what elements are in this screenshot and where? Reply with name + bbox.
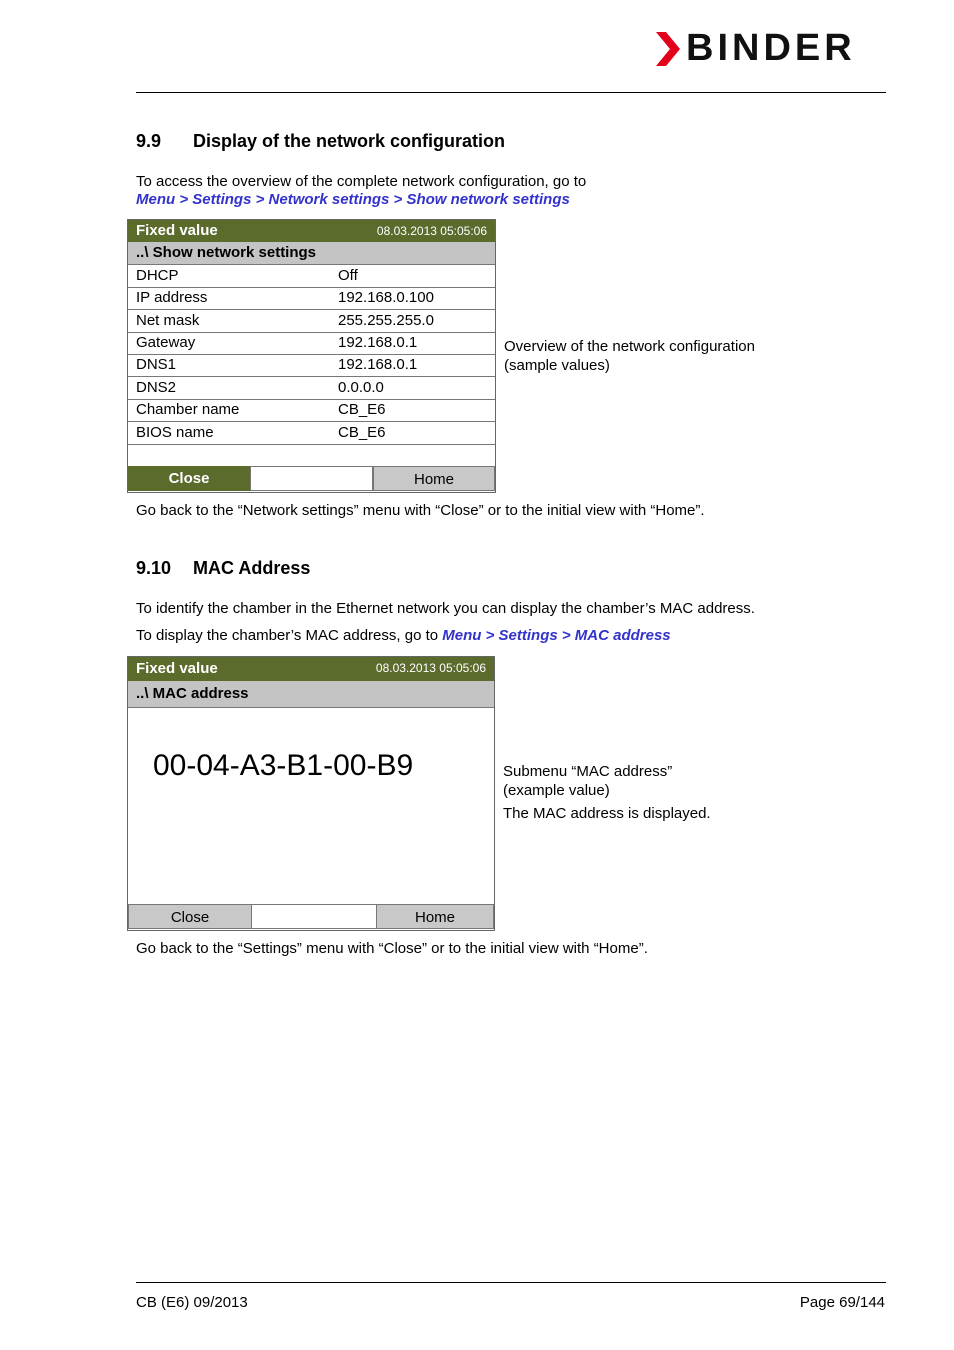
intro-text: To access the overview of the complete network configuration, go to [136, 173, 587, 190]
side-note-line: The MAC address is displayed. [503, 805, 711, 822]
section-heading-9-10 [136, 558, 310, 579]
section-title: MAC Address [193, 558, 311, 578]
close-button[interactable]: Close [128, 904, 252, 929]
section-number: 9.9 [136, 131, 162, 151]
brand-name: BINDER [686, 27, 856, 69]
row-value: 255.255.255.0 [338, 312, 434, 329]
panel-datetime: 08.03.2013 05:05:06 [375, 661, 486, 675]
panel-datetime: 08.03.2013 05:05:06 [376, 224, 487, 238]
section2-para2 [136, 627, 671, 645]
section2-footer-text: Go back to the “Settings” menu with “Close” or to the initial view with “Home”. [136, 940, 648, 957]
panel-title-bar [128, 220, 495, 242]
panel-subtitle: ..\ Show network settings [136, 244, 317, 261]
row-key: DNS2 [136, 379, 177, 396]
footer-page-number: Page 69/144 [799, 1294, 885, 1311]
section1-footer-text: Go back to the “Network settings” menu with “Close” or to the initial view with “Home”. [136, 502, 705, 519]
side-note-line: (example value) [503, 782, 610, 799]
binder-logo [654, 27, 886, 69]
row-key: DNS1 [136, 356, 177, 373]
side-note-line: (sample values) [504, 357, 610, 374]
table-row [128, 399, 495, 422]
row-value: 0.0.0.0 [338, 379, 384, 396]
mac-address-value: 00-04-A3-B1-00-B9 [153, 749, 414, 782]
footer-doc-id: CB (E6) 09/2013 [136, 1294, 248, 1311]
row-key: IP address [136, 289, 208, 306]
row-key: Gateway [136, 334, 196, 351]
row-key: Net mask [136, 312, 200, 329]
side-note-line: Overview of the network configuration [504, 338, 755, 355]
para2-text: To display the chamber’s MAC address, go to [136, 627, 443, 644]
table-row [128, 287, 495, 310]
row-value: CB_E6 [338, 424, 386, 441]
footer-rule [136, 1282, 886, 1283]
section2-side-note [503, 762, 711, 823]
blank-button [250, 466, 373, 491]
table-row [128, 354, 495, 377]
section1-intro [136, 173, 586, 209]
table-row [128, 310, 495, 333]
row-key: BIOS name [136, 424, 214, 441]
home-button[interactable]: Home [373, 466, 495, 491]
panel-subtitle: ..\ MAC address [136, 685, 249, 702]
home-button[interactable]: Home [376, 904, 494, 929]
row-key: Chamber name [136, 401, 240, 418]
row-value: Off [338, 267, 358, 284]
section-heading-9-9 [136, 131, 505, 152]
mac-address-panel [127, 656, 495, 931]
network-settings-panel [127, 219, 496, 493]
section1-side-note [504, 337, 755, 375]
table-row [128, 422, 495, 445]
panel-title: Fixed value [136, 222, 218, 239]
menu-path-link[interactable]: Menu > Settings > Network settings > Show network settings [136, 191, 570, 208]
table-row [128, 332, 495, 355]
panel-title-bar [128, 657, 494, 681]
section-number: 9.10 [136, 558, 172, 578]
section2-para1: To identify the chamber in the Ethernet network you can display the chamber’s MAC address. [136, 600, 755, 617]
row-value: 192.168.0.1 [338, 334, 418, 351]
header-rule [136, 92, 886, 93]
logo-arrow-icon [654, 30, 682, 68]
close-button[interactable]: Close [128, 466, 250, 491]
row-value: 192.168.0.100 [338, 289, 434, 306]
panel-title: Fixed value [136, 660, 218, 677]
row-value: 192.168.0.1 [338, 356, 418, 373]
section-title: Display of the network configuration [193, 131, 506, 151]
side-note-line: Submenu “MAC address” [503, 763, 673, 780]
table-row [128, 265, 495, 288]
row-key: DHCP [136, 267, 179, 284]
panel-subtitle-bar [128, 242, 495, 265]
menu-path-link[interactable]: Menu > Settings > MAC address [442, 627, 671, 644]
row-value: CB_E6 [338, 401, 386, 418]
table-row [128, 377, 495, 400]
blank-button [252, 904, 376, 929]
panel-subtitle-bar [128, 681, 494, 708]
